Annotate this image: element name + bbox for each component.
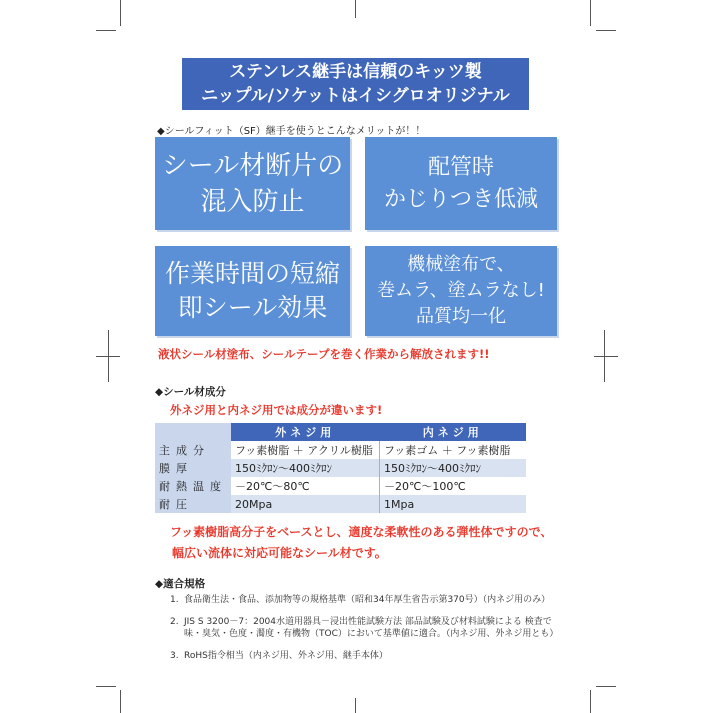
table-header-row bbox=[155, 423, 526, 441]
merit-line: 即シール効果 bbox=[177, 293, 328, 322]
cell-internal: －20℃～100℃ bbox=[384, 480, 466, 493]
merit-box-machine-coating bbox=[365, 246, 557, 336]
crop-mark bbox=[590, 690, 591, 713]
column-header-internal: 内ネジ用 bbox=[380, 423, 527, 441]
row-label: 主成分 bbox=[155, 441, 231, 459]
title-line-1: ステンレス継手は信頼のキッツ製 bbox=[229, 62, 482, 82]
material-description-line: フッ素樹脂高分子をベースとし、適度な柔軟性のある弾性体ですので、 bbox=[170, 525, 553, 539]
cell-external: フッ素樹脂 ＋ アクリル樹脂 bbox=[231, 441, 380, 459]
crop-mark bbox=[604, 330, 605, 382]
row-label: 耐熱温度 bbox=[155, 477, 231, 495]
merit-line: シール材断片の bbox=[161, 150, 344, 181]
list-item bbox=[170, 594, 564, 606]
table-corner bbox=[155, 423, 231, 441]
item-number: 3. bbox=[170, 651, 179, 661]
title-banner bbox=[182, 58, 529, 110]
standards-heading: ◆適合規格 bbox=[155, 578, 206, 590]
column-header-external: 外ネジ用 bbox=[231, 423, 380, 441]
merit-box-galling-reduction bbox=[365, 137, 557, 230]
list-item bbox=[170, 616, 564, 640]
crop-mark bbox=[108, 330, 109, 382]
crop-mark bbox=[120, 690, 121, 713]
cell-internal: 1Mpa bbox=[380, 495, 527, 513]
standards-list bbox=[170, 594, 564, 672]
merit-line: 混入防止 bbox=[200, 186, 305, 217]
cell-external: 150ﾐｸﾛﾝ～400ﾐｸﾛﾝ bbox=[231, 459, 380, 477]
item-number: 2. bbox=[170, 617, 179, 627]
liquid-sealant-note: 液状シール材塗布、シールテープを巻く作業から解放されます!! bbox=[158, 347, 490, 361]
crop-mark bbox=[596, 30, 616, 31]
crop-mark bbox=[594, 356, 618, 357]
cell-external: －20℃～80℃ bbox=[231, 477, 380, 495]
table-row bbox=[155, 477, 526, 495]
material-description bbox=[170, 522, 552, 564]
merit-line: かじりつき低減 bbox=[383, 186, 538, 212]
merit-line: 配管時 bbox=[427, 154, 494, 180]
merit-line: 機械塗布で、 bbox=[407, 254, 515, 275]
item-text: RoHS指令相当（内ネジ用、外ネジ用、継手本体） bbox=[184, 651, 388, 661]
material-description-line: 幅広い流体に対応可能なシール材です。 bbox=[172, 546, 387, 560]
table-row bbox=[155, 495, 526, 513]
cell-external: 20Mpa bbox=[231, 495, 380, 513]
cell-internal: フッ素ゴム ＋ フッ素樹脂 bbox=[384, 444, 511, 457]
merits-intro: ◆シールフィット（SF）継手を使うとこんなメリットが！！ bbox=[157, 126, 426, 137]
crop-mark bbox=[590, 0, 591, 26]
item-number: 1. bbox=[170, 595, 179, 605]
composition-heading: ◆シール材成分 bbox=[155, 386, 226, 398]
merit-line: 巻ムラ、塗ムラなし! bbox=[377, 280, 545, 301]
item-text: JIS S 3200－7：2004水道用器具－浸出性能試験方法 部品試験及び材料試験による 検査で味・臭気・色度・濁度・有機物（TOC）において基準値に適合。（内ネジ用、外ネジ用とも） bbox=[184, 617, 559, 639]
crop-mark bbox=[96, 30, 116, 31]
composition-table bbox=[155, 423, 526, 513]
crop-mark bbox=[96, 686, 116, 687]
composition-difference-note: 外ネジ用と内ネジ用では成分が違います! bbox=[170, 403, 383, 417]
merit-line: 作業時間の短縮 bbox=[164, 259, 340, 288]
title-line-2: ニップル/ソケットはイシグロオリジナル bbox=[201, 86, 510, 106]
row-label: 膜厚 bbox=[155, 459, 231, 477]
row-label: 耐圧 bbox=[155, 495, 231, 513]
crop-mark bbox=[596, 686, 616, 687]
list-item bbox=[170, 650, 564, 662]
table-row bbox=[155, 459, 526, 477]
cell-internal: 150ﾐｸﾛﾝ～400ﾐｸﾛﾝ bbox=[380, 459, 527, 477]
merit-box-time-saving bbox=[155, 246, 350, 336]
item-text: 食品衛生法・食品、添加物等の規格基準（昭和34年厚生省告示第370号）（内ネジ用のみ） bbox=[184, 595, 551, 605]
crop-mark bbox=[355, 698, 356, 713]
crop-mark bbox=[355, 0, 356, 18]
crop-mark bbox=[120, 0, 121, 26]
merit-box-fragment-prevention bbox=[155, 137, 350, 230]
table-row bbox=[155, 441, 526, 459]
merit-line: 品質均一化 bbox=[416, 306, 506, 327]
